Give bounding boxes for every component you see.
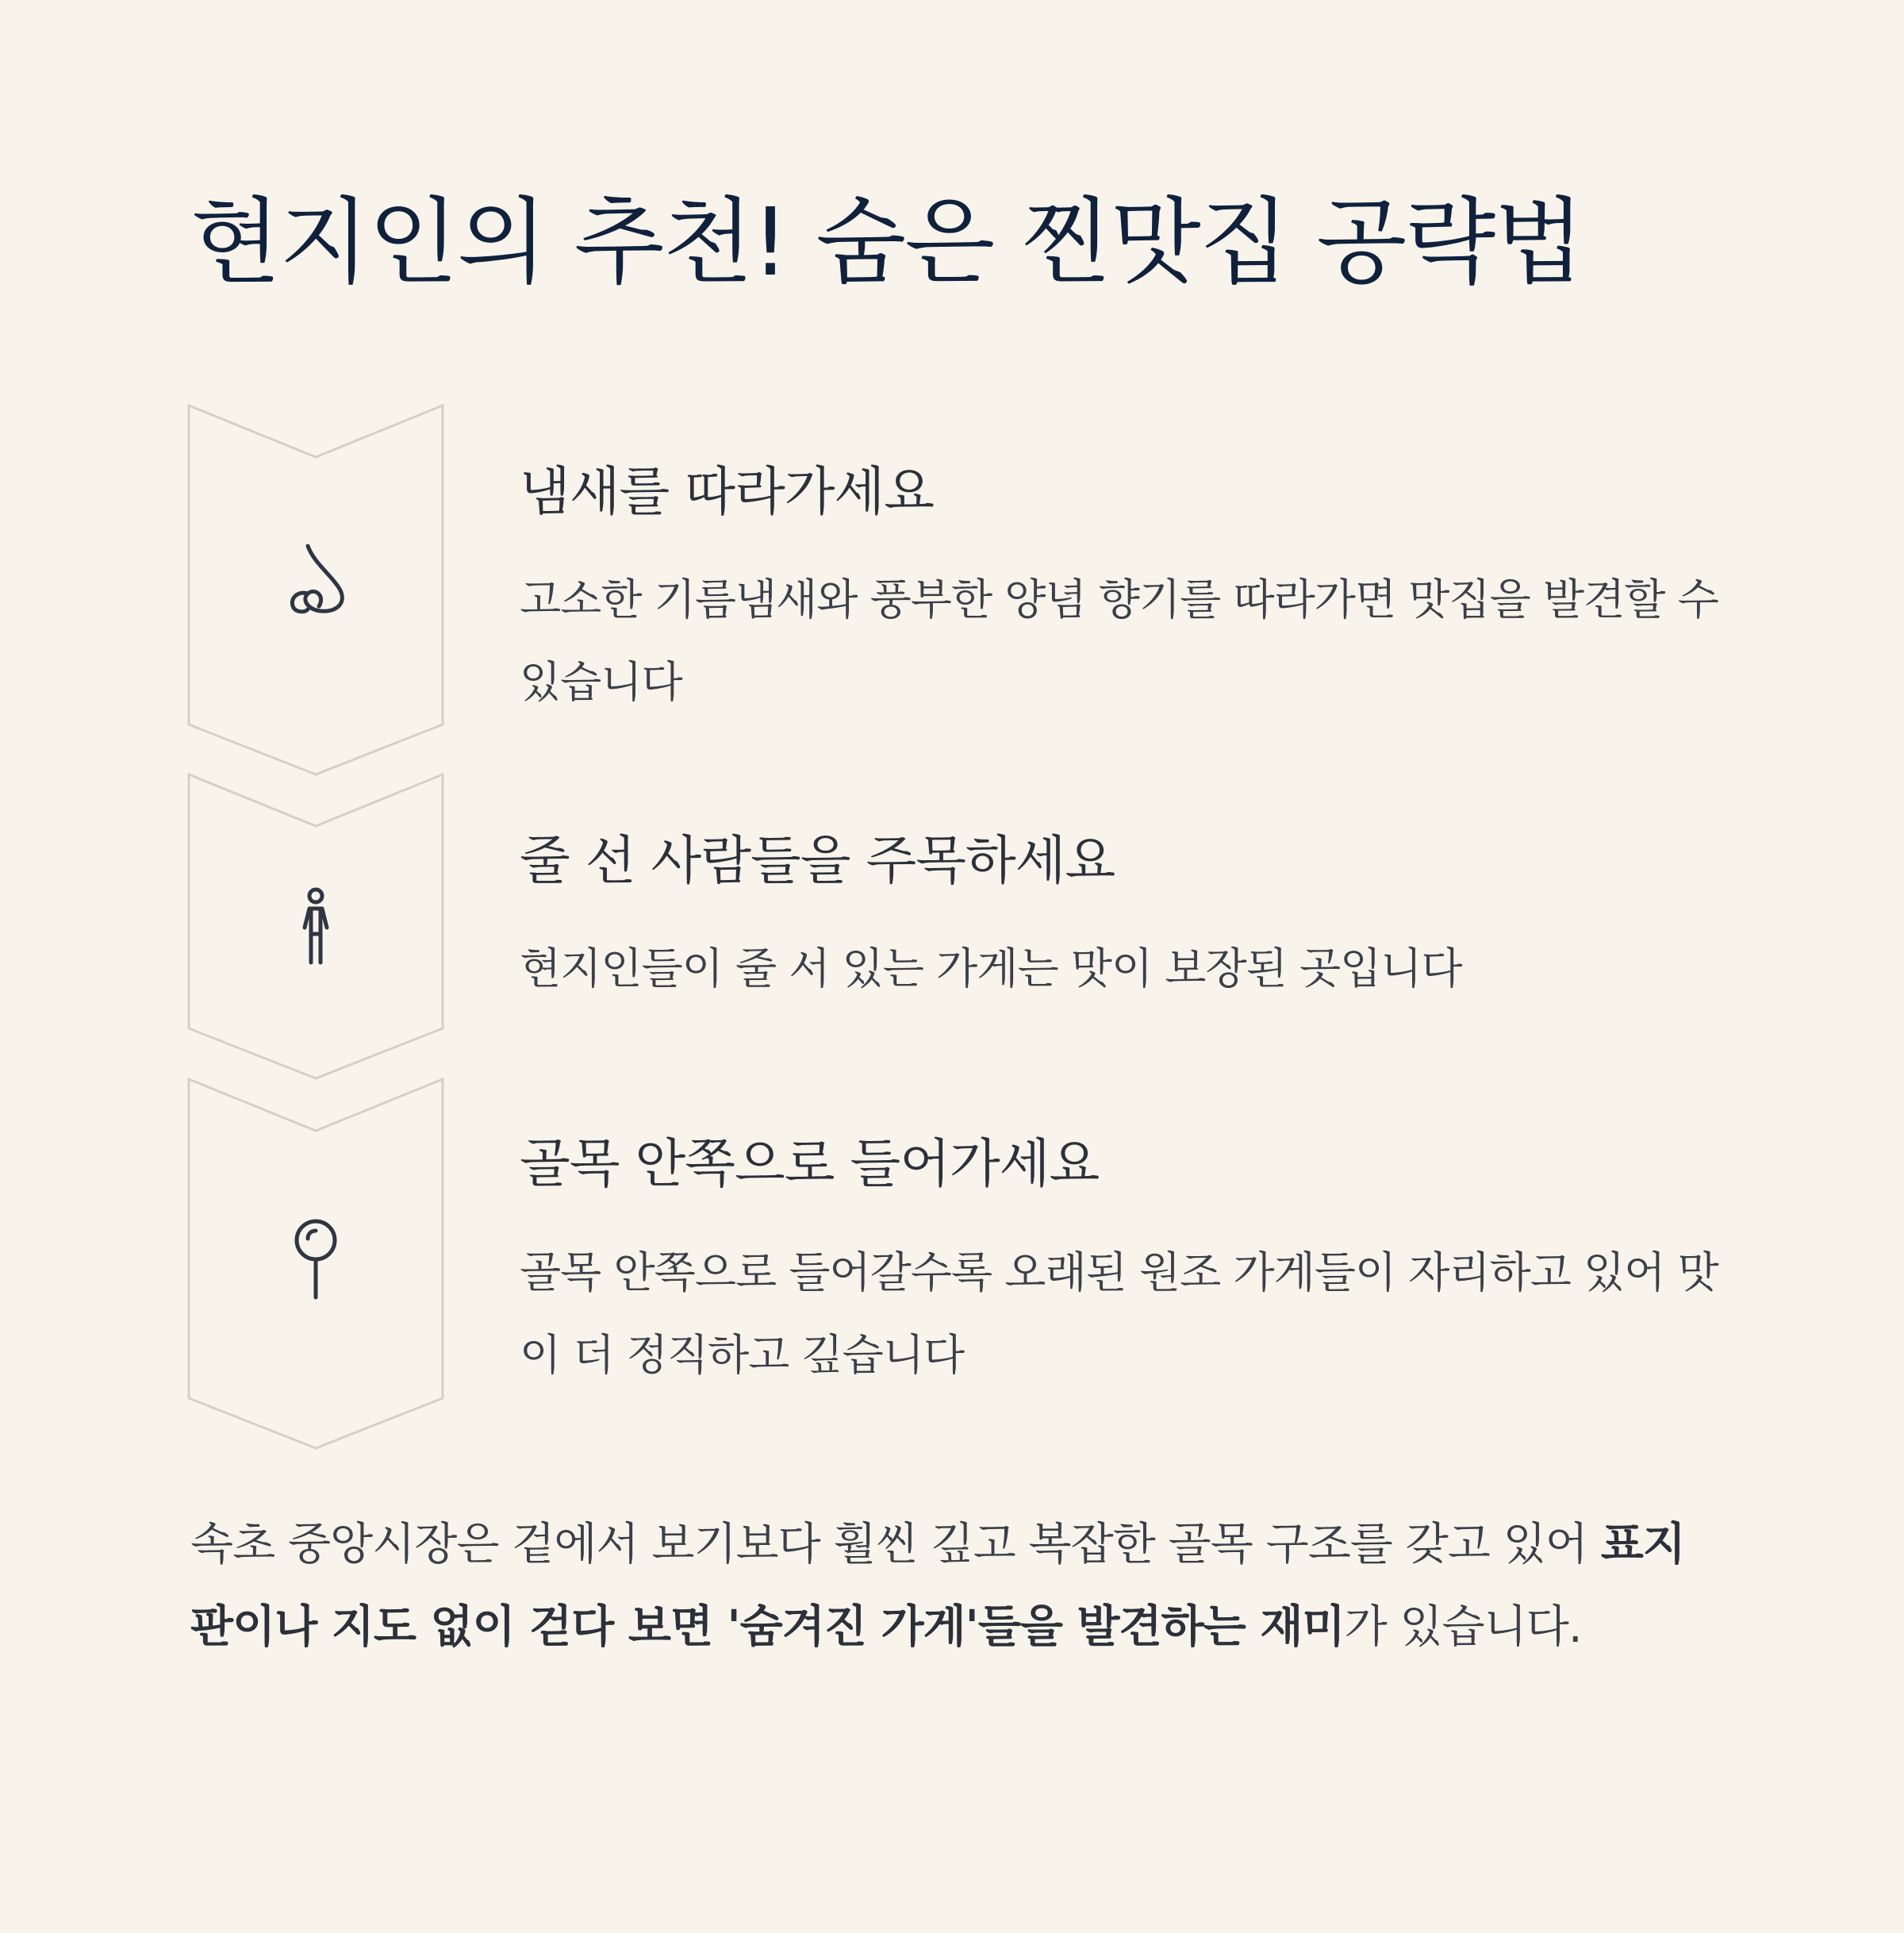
person-icon [284,883,347,978]
step-description: 골목 안쪽으로 들어갈수록 오래된 원조 가게들이 자리하고 있어 맛이 더 정직하고 깊습니다 [520,1247,1718,1380]
summary-intro: 속초 중앙시장은 겉에서 보기보다 훨씬 깊고 복잡한 골목 구조를 갖고 있어 [190,1519,1601,1570]
step-description: 고소한 기름냄새와 풍부한 양념 향기를 따라가면 맛집을 발견할 수 있습니다 [520,575,1718,707]
step-heading: 골목 안쪽으로 들어가세요 [520,1133,1100,1194]
step-heading: 줄 선 사람들을 주목하세요 [520,830,1115,891]
step-description: 현지인들이 줄 서 있는 가게는 맛이 보장된 곳입니다 [520,943,1462,993]
summary-outro: 가 있습니다. [1344,1601,1582,1653]
step-heading: 냄새를 따라가세요 [520,461,935,522]
summary-paragraph [190,1504,1714,1669]
summary-highlight: 표지판이나 지도 없이 걷다 보면 '숨겨진 가게'들을 발견하는 재미 [190,1519,1685,1653]
page-title: 현지인의 추천! 숨은 찐맛집 공략법 [190,187,1583,297]
location-pin-icon [284,1213,347,1309]
step-line [0,772,1904,1082]
step-alley [0,1077,1904,1450]
step-smell [0,403,1904,776]
nose-icon [284,540,347,635]
